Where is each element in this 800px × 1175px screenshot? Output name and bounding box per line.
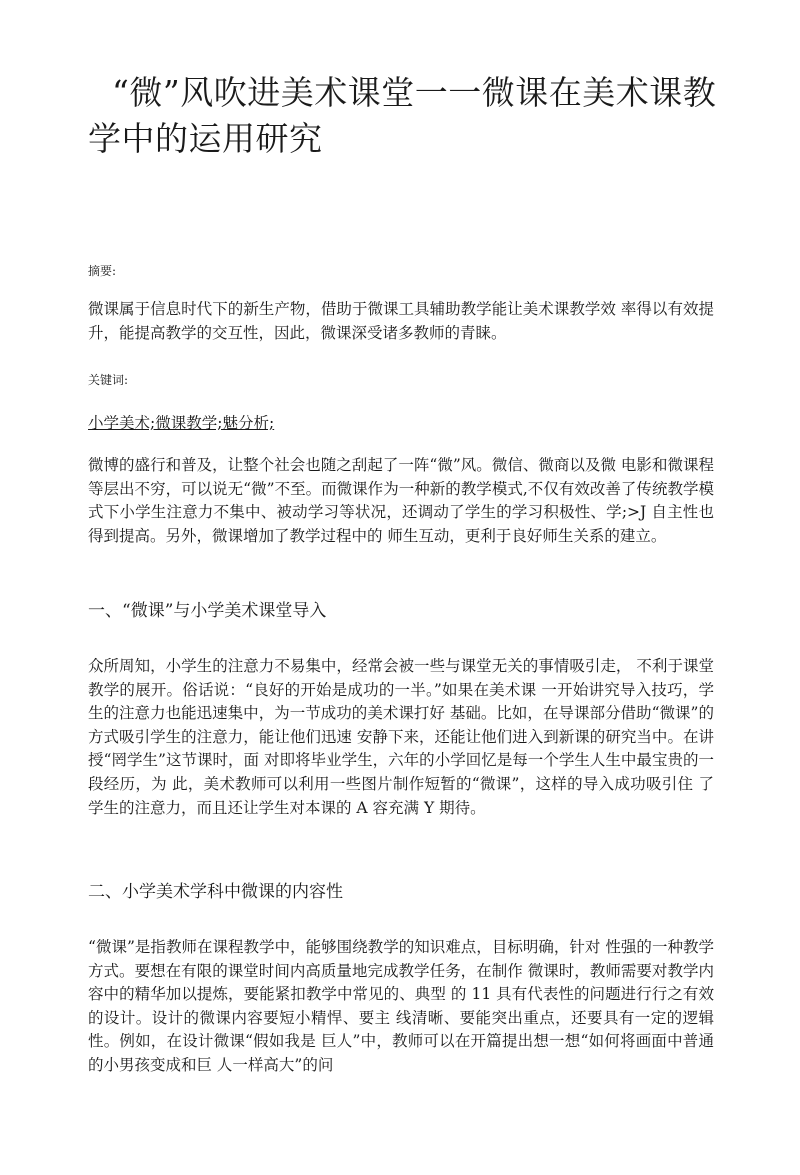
document-title: “微”风吹进美术课堂一一微课在美术课教学中的运用研究	[88, 73, 717, 158]
abstract-label: 摘要:	[88, 264, 117, 278]
abstract-text: 微课属于信息时代下的新生产物，借助于微课工具辅助教学能让美术课教学效 率得以有效提升，能提高教学的交互性，因此，微课深受诸多教师的青睐。	[88, 300, 714, 342]
section-paragraph-2: “微课”是指教师在课程教学中，能够围绕教学的知识难点，目标明确，针对 性强的一种教学方式。要想在有限的课堂时间内高质量地完成教学任务，在制作 微课时，教师需要对教学内容中的精华加以提炼，要能紧扣教学中常见的、典型 的 11 具有代表性的问题进行行之有效的设计。设计的微课内容要短小精悍、要主 线清晰、要能突出重点，还要具有一定的逻辑性。例如，在设计微课“假如我是 巨人”中，教师可以在开篇提出想一想“如何将画面中普通的小男孩变成和巨 人一样高大”的问	[88, 938, 714, 1074]
keywords-text: 小学美术;微课教学;魅分析;	[88, 414, 275, 432]
keywords-label: 关键词:	[88, 373, 129, 387]
section-paragraph-1: 众所周知，小学生的注意力不易集中，经常会被一些与课堂无关的事情吸引走， 不利于课堂教学的展开。俗话说：“良好的开始是成功的一半。”如果在美术课 一开始讲究导入技巧，学生的注意力也能迅速集中，为一节成功的美术课打好 基础。比如，在导课部分借助“微课”的方式吸引学生的注意力，能让他们迅速 安静下来，还能让他们进入到新课的研究当中。在讲授“罔学生”这节课时，面 对即将毕业学生，六年的小学回忆是每一个学生人生中最宝贵的一段经历，为 此，美术教师可以利用一些图片制作短暂的“微课”，这样的导入成功吸引住 了学生的注意力，而且还让学生对本课的 A 容充满 Y 期待。	[88, 657, 714, 817]
intro-paragraph: 微博的盛行和普及，让整个社会也随之刮起了一阵“微”风。微信、微商以及微 电影和微课程等层出不穷，可以说无“微”不至。而微课作为一种新的教学模式,不仅有效改善了传统教学模式下小学生注意力不集中、被动学习等状况，还调动了学生的学习积极性、学;>J 自主性也得到提高。另外，微课增加了教学过程中的 师生互动，更利于良好师生关系的建立。	[88, 456, 714, 545]
section-heading-1: 一、“微课”与小学美术课堂导入	[88, 601, 327, 621]
section-heading-2: 二、小学美术学科中微课的内容性	[88, 882, 343, 902]
